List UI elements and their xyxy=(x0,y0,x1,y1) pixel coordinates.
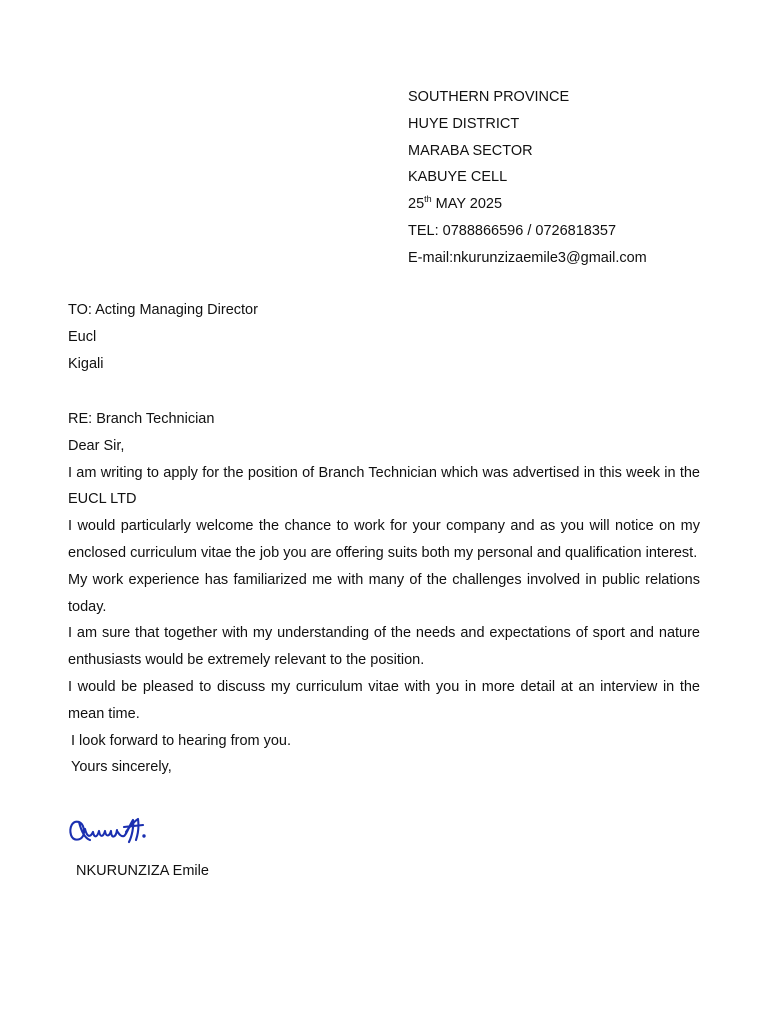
recipient-title: TO: Acting Managing Director xyxy=(68,302,258,318)
sender-email: E-mail:nkurunzizaemile3@gmail.com xyxy=(408,249,647,266)
date-suffix: th xyxy=(424,194,432,205)
paragraph-motivation: I would particularly welcome the chance to work for your company and as you will notice on my enclosed curriculum vitae the job you are offering suits both my personal and qualification interest. xyxy=(68,518,700,561)
letter-date xyxy=(408,193,748,220)
letter-sign-off: Yours sincerely, xyxy=(71,759,172,776)
recipient-city: Kigali xyxy=(68,355,104,372)
paragraph-experience: My work experience has familiarized me with many of the challenges involved in public relations today. xyxy=(68,571,700,615)
letter-body xyxy=(68,406,700,781)
paragraph-interview: I would be pleased to discuss my curriculum vitae with you in more detail at an interview in the mean time. xyxy=(68,678,700,722)
recipient-company: Eucl xyxy=(68,328,97,345)
sender-telephone: TEL: 0788866596 / 0726818357 xyxy=(408,222,617,239)
paragraph-suitability: I am sure that together with my understanding of the needs and expectations of sport and nature enthusiasts would be extremely relevant to the position. xyxy=(68,625,700,669)
signer-name: NKURUNZIZA Emile xyxy=(76,863,209,879)
recipient-address-block xyxy=(68,299,258,379)
signature-strokes xyxy=(70,819,145,842)
sender-district: HUYE DISTRICT xyxy=(408,115,520,132)
paragraph-application: I am writing to apply for the position of Branch Technician which was advertised in this week in the EUCL LTD xyxy=(68,464,700,508)
sender-sector: MARABA SECTOR xyxy=(408,142,533,159)
sender-cell: KABUYE CELL xyxy=(408,169,508,186)
sender-province: SOUTHERN PROVINCE xyxy=(408,89,570,105)
letter-salutation: Dear Sir, xyxy=(68,437,125,454)
letter-closing-line: I look forward to hearing from you. xyxy=(71,732,292,749)
date-day: 25 xyxy=(408,196,425,213)
date-month-year: MAY 2025 xyxy=(431,196,503,213)
letter-subject: RE: Branch Technician xyxy=(68,411,215,427)
handwritten-signature xyxy=(66,810,148,850)
sender-address-block xyxy=(408,86,748,274)
